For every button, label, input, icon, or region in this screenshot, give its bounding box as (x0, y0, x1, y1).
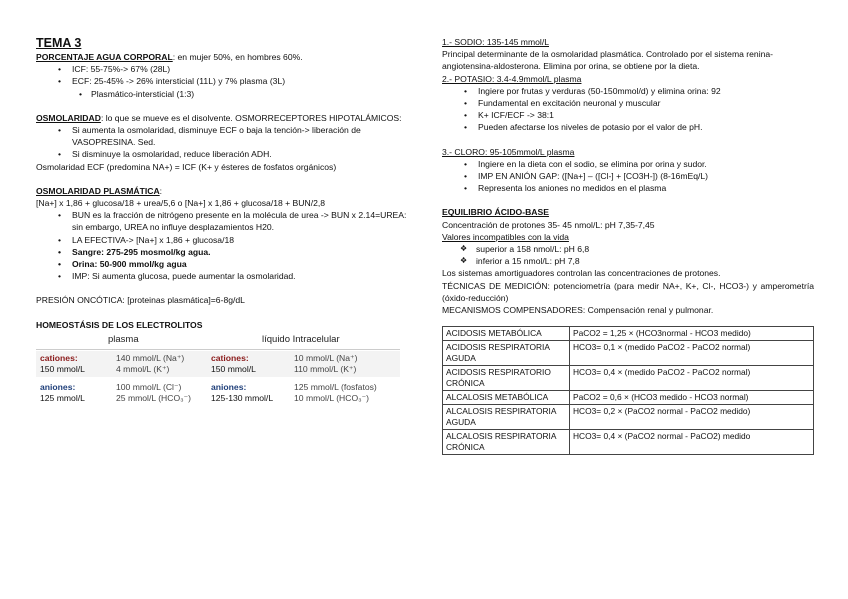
plasma-heading-line (36, 185, 408, 197)
intra-aniones-label: aniones: (211, 381, 247, 392)
plasma-header: plasma (108, 333, 139, 345)
header-divider (36, 349, 400, 350)
list-item: ❖ inferior a 15 nmol/L: pH 7,8 (442, 255, 814, 267)
intra-cationes-label: cationes: (211, 352, 249, 363)
osm-paragraph (36, 112, 408, 124)
list-item: • Fundamental en excitación neuronal y muscular (442, 97, 814, 109)
table-cell-key: ACIDOSIS METABÓLICA (443, 327, 570, 341)
acido-incompat: Valores incompatibles con la vida (442, 231, 569, 242)
list-item: • Ingiere por frutas y verduras (50-150mmol/d) y elimina orina: 92 (442, 85, 814, 97)
orina-value: 50-900 mmol/kg agua (99, 259, 187, 270)
table-cell-value: HCO3= 0,2 × (PaCO2 normal - PaCO2 medido) (570, 405, 814, 430)
table-row (443, 391, 814, 405)
list-item: • ICF: 55-75%-> 67% (28L) (36, 63, 408, 75)
sangre-label: Sangre: (72, 246, 104, 257)
intra-header: líquido Intracelular (262, 333, 340, 345)
sangre-value: 275-295 mosmol/kg agua. (106, 246, 211, 257)
table-row (443, 327, 814, 341)
table-row (443, 430, 814, 455)
incompat-list (442, 243, 814, 267)
acid-base-table (442, 326, 814, 455)
table-cell-value: PaCO2 = 1,25 × (HCO3normal - HCO3 medido) (570, 327, 814, 341)
sodio-heading: 1.- SODIO: 135-145 mmol/L (442, 37, 549, 47)
table-cell-key: ACIDOSIS RESPIRATORIA AGUDA (443, 341, 570, 366)
table-cell-key: ALCALOSIS RESPIRATORIA CRÓNICA (443, 430, 570, 455)
list-item: • IMP: Si aumenta glucosa, puede aumentar la osmolaridad. (36, 270, 408, 282)
osm-text: : lo que se mueve es el disolvente. OSMORRECEPTORES HIPOTALÁMICOS: (100, 112, 402, 123)
water-list (36, 63, 408, 100)
list-item: • BUN es la fracción de nitrógeno presente en la molécula de urea -> BUN x 2.14=UREA: sin embargo, UREA no influye desplazamientos H20. (36, 209, 408, 233)
plasma-na: 140 mmol/L (Na⁺) (116, 352, 185, 363)
cloro-heading: 3.- CLORO: 95-105mmol/L plasma (442, 146, 575, 157)
list-item: • Ingiere en la dieta con el sodio, se elimina por orina y sudor. (442, 158, 814, 170)
list-item (36, 258, 408, 270)
potasio-heading: 2.- POTASIO: 3.4-4.9mmol/L plasma (442, 73, 582, 84)
table-row (443, 405, 814, 430)
water-heading: PORCENTAJE AGUA CORPORAL (36, 52, 173, 62)
osm-heading: OSMOLARIDAD (36, 112, 101, 123)
list-item: • ECF: 25-45% -> 26% intersticial (11L) y 7% plasma (3L) (36, 75, 408, 87)
plasma-cationes-total: 150 mmol/L (40, 363, 85, 374)
table-cell-value: HCO3= 0,4 × (medido PaCO2 - PaCO2 normal) (570, 366, 814, 391)
acido-protones: Concentración de protones 35- 45 nmol/L: pH 7,35-7,45 (442, 219, 655, 230)
intra-cationes-total: 150 mmol/L (211, 363, 256, 374)
osm-ecf: Osmolaridad ECF (predomina NA+) = ICF (K+ y ésteres de fosfatos orgánicos) (36, 161, 337, 172)
plasma-heading: OSMOLARIDAD PLASMÁTICA (36, 185, 160, 196)
table-row (443, 341, 814, 366)
plasma-colon: : (159, 185, 163, 196)
plasma-hco3: 25 mmol/L (HCO₃⁻) (116, 392, 192, 403)
list-item: • K+ ICF/ECF -> 38:1 (442, 109, 814, 121)
plasma-cationes-label: cationes: (40, 352, 78, 363)
acido-tecnicas: TÉCNICAS DE MEDICIÓN: potenciometría (para medir NA+, K+, Cl-, HCO3-) y amperometría (óxido-reducción) (442, 280, 814, 303)
list-item: • IMP EN ANIÓN GAP: ([Na+] – ([Cl-] + [CO3H-]) (8-16mEq/L) (442, 170, 814, 182)
cloro-list (442, 158, 814, 195)
table-cell-value: HCO3= 0,1 × (medido PaCO2 - PaCO2 normal) (570, 341, 814, 366)
plasma-cl: 100 mmol/L (Cl⁻) (116, 381, 182, 392)
list-item: • Plasmático-intersticial (1:3) (36, 88, 408, 100)
list-item: ❖ superior a 158 nmol/L: pH 6,8 (442, 243, 814, 255)
water-text: : en mujer 50%, en hombres 60%. (172, 52, 303, 62)
acido-heading: EQUILIBRIO ÁCIDO-BASE (442, 207, 549, 218)
list-item: • Si disminuye la osmolaridad, reduce liberación ADH. (36, 148, 408, 160)
oncotica: PRESIÓN ONCÓTICA: [proteinas plasmática]=6-8g/dL (36, 295, 245, 306)
sodio-text: Principal determinante de la osmolaridad plasmática. Controlado por el sistema renina-angiotensina-aldosterona. Elimina por orina, se obtiene por la dieta. (442, 49, 774, 72)
table-cell-key: ALCALOSIS RESPIRATORIA AGUDA (443, 405, 570, 430)
plasma-formula: [Na+] x 1,86 + glucosa/18 + urea/5,6 o [Na+] x 1,86 + glucosa/18 + BUN/2,8 (36, 198, 326, 209)
acido-sistemas: Los sistemas amortiguadores controlan las concentraciones de protones. (442, 268, 721, 279)
page-title: TEMA 3 (36, 36, 82, 50)
list-item: • LA EFECTIVA-> [Na+] x 1,86 + glucosa/18 (36, 234, 408, 246)
plasma-k: 4 mmol/L (K⁺) (116, 363, 170, 374)
acido-mecanismos: MECANISMOS COMPENSADORES: Compensación renal y pulmonar. (442, 305, 714, 316)
table-cell-value: HCO3= 0,4 × (PaCO2 normal - PaCO2) medido (570, 430, 814, 455)
water-paragraph (36, 51, 408, 63)
right-column (442, 36, 814, 455)
left-column (36, 36, 408, 406)
plasma-list (36, 209, 408, 282)
table-cell-key: ACIDOSIS RESPIRATORIO CRÓNICA (443, 366, 570, 391)
plasma-aniones-total: 125 mmol/L (40, 392, 85, 403)
table-cell-value: PaCO2 = 0,6 × (HCO3 medido - HCO3 normal) (570, 391, 814, 405)
potasio-list (442, 85, 814, 134)
table-row (443, 366, 814, 391)
intra-k: 110 mmol/L (K⁺) (294, 363, 357, 374)
electrolitos-heading: HOMEOSTÁSIS DE LOS ELECTROLITOS (36, 319, 203, 330)
list-item: • Si aumenta la osmolaridad, disminuye ECF o baja la tención-> liberación de VASOPRESINA. Sed. (36, 124, 408, 148)
list-item (36, 246, 408, 258)
list-item: • Representa los aniones no medidos en el plasma (442, 182, 814, 194)
osm-list (36, 124, 408, 161)
intra-aniones-total: 125-130 mmol/L (211, 392, 274, 403)
list-item: • Pueden afectarse los niveles de potasio por el valor de pH. (442, 121, 814, 133)
table-cell-key: ALCALOSIS METABÓLICA (443, 391, 570, 405)
electrolitos-table (36, 334, 400, 406)
orina-label: Orina: (72, 259, 98, 270)
plasma-aniones-label: aniones: (40, 381, 76, 392)
intra-fosfatos: 125 mmol/L (fosfatos) (294, 381, 377, 392)
intra-hco3: 10 mmol/L (HCO₃⁻) (294, 392, 370, 403)
intra-na: 10 mmol/L (Na⁺) (294, 352, 358, 363)
